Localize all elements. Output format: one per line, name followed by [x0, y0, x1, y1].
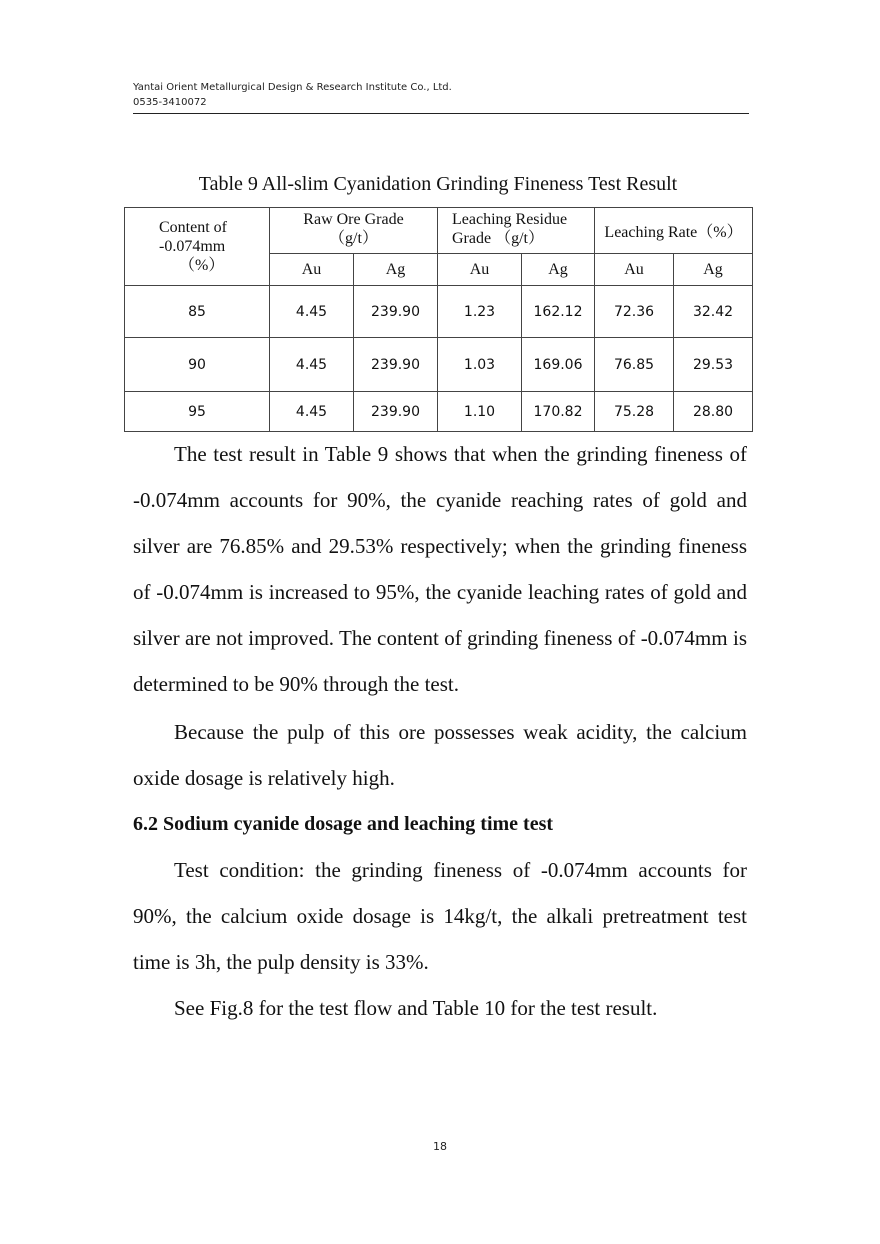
cell-fineness: 95	[125, 392, 270, 432]
header-company: Yantai Orient Metallurgical Design & Research Institute Co., Ltd.	[133, 82, 452, 93]
cell-rate-au: 76.85	[595, 338, 674, 392]
cell-rate-ag: 32.42	[674, 286, 753, 338]
cell-raw-ag: 239.90	[354, 286, 438, 338]
header-cell-raw-ore: Raw Ore Grade （g/t）	[270, 208, 438, 254]
table-row	[125, 338, 753, 392]
body-paragraph: Because the pulp of this ore possesses weak acidity, the calcium oxide dosage is relatively high.	[133, 720, 747, 790]
header-cell-leaching-rate: Leaching Rate（%）	[595, 208, 753, 254]
body-paragraph: See Fig.8 for the test flow and Table 10 for the test result.	[174, 996, 658, 1020]
cell-rate-au: 72.36	[595, 286, 674, 338]
header-phone: 0535-3410072	[133, 97, 207, 108]
cell-residue-ag: 162.12	[522, 286, 595, 338]
cell-raw-ag: 239.90	[354, 392, 438, 432]
cell-rate-ag: 28.80	[674, 392, 753, 432]
cell-raw-au: 4.45	[270, 286, 354, 338]
cell-residue-ag: 169.06	[522, 338, 595, 392]
cell-raw-ag: 239.90	[354, 338, 438, 392]
subheader-ag: Ag	[354, 254, 438, 286]
cell-residue-au: 1.03	[438, 338, 522, 392]
subheader-au: Au	[270, 254, 354, 286]
table-header-row	[125, 208, 753, 254]
results-table	[124, 207, 753, 432]
cell-raw-au: 4.45	[270, 338, 354, 392]
page-header	[133, 80, 749, 110]
header-cell-content: Content of -0.074mm （%）	[125, 208, 270, 286]
cell-residue-ag: 170.82	[522, 392, 595, 432]
table-caption: Table 9 All-slim Cyanidation Grinding Fineness Test Result	[198, 173, 678, 195]
cell-residue-au: 1.10	[438, 392, 522, 432]
table-row	[125, 392, 753, 432]
cell-fineness: 85	[125, 286, 270, 338]
cell-fineness: 90	[125, 338, 270, 392]
cell-raw-au: 4.45	[270, 392, 354, 432]
body-paragraph: Test condition: the grinding fineness of -0.074mm accounts for 90%, the calcium oxide dosage is 14kg/t, the alkali pretreatment test time is 3h, the pulp density is 33%.	[133, 858, 747, 974]
subheader-ag: Ag	[522, 254, 595, 286]
section-heading: 6.2 Sodium cyanide dosage and leaching time test	[133, 813, 554, 835]
header-cell-residue: Leaching Residue Grade （g/t）	[438, 208, 595, 254]
subheader-au: Au	[595, 254, 674, 286]
cell-rate-ag: 29.53	[674, 338, 753, 392]
cell-rate-au: 75.28	[595, 392, 674, 432]
page-number: 18	[433, 1140, 447, 1153]
header-divider	[133, 113, 749, 114]
body-paragraph: The test result in Table 9 shows that when the grinding fineness of -0.074mm accounts for 90%, the cyanide reaching rates of gold and silver are 76.85% and 29.53% respectively; when the grinding fineness of -0.074mm is increased to 95%, the cyanide leaching rates of gold and silver are not improved. The content of grinding fineness of -0.074mm is determined to be 90% through the test.	[133, 442, 747, 696]
table-row	[125, 286, 753, 338]
cell-residue-au: 1.23	[438, 286, 522, 338]
subheader-au: Au	[438, 254, 522, 286]
subheader-ag: Ag	[674, 254, 753, 286]
